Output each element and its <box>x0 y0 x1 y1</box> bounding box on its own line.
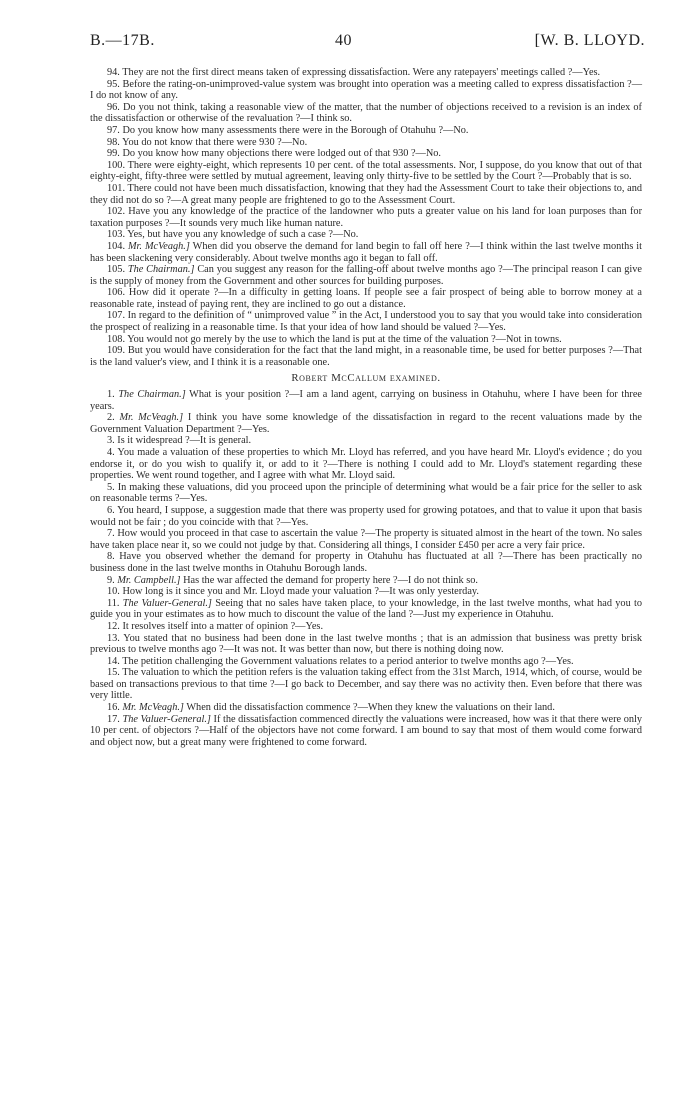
question-answer-paragraph <box>90 241 642 264</box>
question-number: 16. <box>107 702 120 714</box>
question-answer-paragraph <box>90 79 642 102</box>
question-answer-paragraph <box>90 482 642 505</box>
paragraph-text: Seeing that no sales have taken place, to your knowledge, in the last twelve months, what had you to guide you in your estimates as to how much to discount the value of the land ?—Just my experience in Otahuhu. <box>90 597 643 621</box>
question-answer-paragraph <box>90 551 642 574</box>
paragraph-text: 102. Have you any knowledge of the practice of the landowner who puts a greater value on his land for loan purposes than for taxation purposes ?—It sounds very much like human nature. <box>90 206 642 229</box>
evidence-section-1 <box>90 67 642 368</box>
speaker-name: Mr. McVeagh.] <box>127 240 190 252</box>
paragraph-text: 108. You would not go merely by the use to which the land is put at the time of the valuation ?—Not in towns. <box>107 333 562 345</box>
question-answer-paragraph <box>90 389 642 412</box>
witness-heading: Robert McCallum examined. <box>291 372 441 385</box>
question-number: 17. <box>107 713 120 725</box>
paragraph-text: When did the dissatisfaction commence ?—When they knew the valuations on their land. <box>186 702 555 714</box>
speaker-name: The Chairman.] <box>118 389 186 401</box>
question-answer-paragraph <box>90 148 642 160</box>
paragraph-text: 10. How long is it since you and Mr. Lloyd made your valuation ?—It was only yesterday. <box>107 586 479 598</box>
paragraph-text: If the dissatisfaction commenced directly the valuations were increased, how was it that there were only 10 per cent. of objectors ?—Half of the objectors have not come forward. I am bound to say that most of them would come forward and object now, but a great many were frightened to come forward. <box>90 713 643 748</box>
speaker-name: The Valuer-General.] <box>122 713 211 725</box>
question-answer-paragraph <box>90 586 642 598</box>
question-number: 2. <box>107 412 115 424</box>
paragraph-text: 107. In regard to the definition of “ unimproved value ” in the Act, I understood you to say that you would take into consideration the prospect of realizing in a reasonable time. Is that your idea of how land should be valued ?—Yes. <box>90 310 642 334</box>
paragraph-text: 3. Is it widespread ?—It is general. <box>107 435 252 447</box>
evidence-section-2 <box>90 389 642 748</box>
paragraph-text: 94. They are not the first direct means taken of expressing dissatisfaction. Were any ratepayers' meetings called ?—Yes. <box>107 67 601 78</box>
paragraph-text: 100. There were eighty-eight, which represents 10 per cent. of the total assessments. Nor, I suppose, do you know that out of that eighty-eight, fifty-three were settled by mutual agreement, leaving only thirty-five to be settled by the Court ?—Probably that is so. <box>90 159 642 183</box>
paragraph-text: 15. The valuation to which the petition refers is the valuation taking effect from the 31st March, 1914, which, of course, would be based on transactions previous to that time ?—I go back to December, and say there was no activity then. Even before that there was very little. <box>90 667 642 702</box>
body-text <box>90 67 642 748</box>
question-number: 105. <box>107 264 126 276</box>
question-answer-paragraph <box>90 714 642 749</box>
question-answer-paragraph <box>90 505 642 528</box>
paragraph-text: 103. Yes, but have you any knowledge of such a case ?—No. <box>107 229 359 241</box>
speaker-name: Mr. McVeagh.] <box>119 412 184 424</box>
paragraph-text: When did you observe the demand for land begin to fall off here ?—I think within the last twelve months it has been slackening very considerably. About twelve months ago it began to fall off. <box>90 240 642 264</box>
question-number: 104. <box>107 240 126 252</box>
paragraph-text: I think you have some knowledge of the dissatisfaction in regard to the recent valuations made by the Government Valuation Department ?—Yes. <box>90 412 643 435</box>
question-answer-paragraph <box>90 412 642 435</box>
speaker-name: The Chairman.] <box>127 264 195 276</box>
question-answer-paragraph <box>90 102 642 125</box>
question-answer-paragraph <box>90 702 642 714</box>
header-reference: B.—17B. <box>90 32 155 49</box>
question-answer-paragraph <box>90 447 642 482</box>
speaker-name: Mr. Campbell.] <box>117 574 181 586</box>
paragraph-text: 13. You stated that no business had been done in the last twelve months ; that is an admission that business was pretty brisk previous to twelve months ago ?—It was not. It was better than now, but there is nothing doing now. <box>90 632 642 656</box>
speaker-name: The Valuer-General.] <box>122 597 212 609</box>
question-answer-paragraph <box>90 264 642 287</box>
paragraph-text: 95. Before the rating-on-unimproved-value system was brought into operation was a meeting called to express dissatisfaction ?—I do not know of any. <box>90 78 642 102</box>
question-answer-paragraph <box>90 633 642 656</box>
paragraph-text: Has the war affected the demand for property here ?—I do not think so. <box>183 574 478 586</box>
question-number: 9. <box>107 574 115 586</box>
paragraph-text: 96. Do you not think, taking a reasonable view of the matter, that the number of objections received to a revision is an index of the dissatisfaction or otherwise of the revaluation ?—I think so. <box>90 101 642 125</box>
question-answer-paragraph <box>90 160 642 183</box>
paragraph-text: What is your position ?—I am a land agent, carrying on business in Otahuhu, where I have been for three years. <box>90 389 642 412</box>
question-answer-paragraph <box>90 621 642 633</box>
question-answer-paragraph <box>90 137 642 149</box>
question-answer-paragraph <box>90 575 642 587</box>
paragraph-text: 101. There could not have been much dissatisfaction, knowing that they had the Assessment Court to take their objections to, and they did not do so ?—A great many people are frightened to go to the Assessment Court. <box>90 182 642 206</box>
question-answer-paragraph <box>90 528 642 551</box>
paragraph-text: 6. You heard, I suppose, a suggestion made that there was property used for growing potatoes, and that to value it upon that basis would not be fair ; do you coincide with that ?—Yes. <box>90 504 642 528</box>
paragraph-text: 97. Do you know how many assessments there were in the Borough of Otahuhu ?—No. <box>107 124 469 136</box>
paragraph-text: 12. It resolves itself into a matter of opinion ?—Yes. <box>107 620 324 632</box>
question-answer-paragraph <box>90 345 642 368</box>
speaker-name: Mr. McVeagh.] <box>122 702 184 714</box>
question-answer-paragraph <box>90 435 642 447</box>
question-answer-paragraph <box>90 656 642 668</box>
question-answer-paragraph <box>90 183 642 206</box>
question-answer-paragraph <box>90 310 642 333</box>
question-answer-paragraph <box>90 206 642 229</box>
question-answer-paragraph <box>90 598 642 621</box>
question-answer-paragraph <box>90 334 642 346</box>
paragraph-text: 4. You made a valuation of these properties to which Mr. Lloyd has referred, and you have heard Mr. Lloyd's evidence ; do you endorse it, or do you wish to qualify it, or add to it ?—There is nothing I could add to Mr. Lloyd's statement regarding these properties. We went round together, and I agree with what Mr. Lloyd said. <box>90 447 642 482</box>
paragraph-text: 106. How did it operate ?—In a difficulty in getting loans. If people see a fair prospect of being able to borrow money at a reasonable rate, instead of paying rent, they are inclined to go out a distance. <box>90 287 642 310</box>
question-answer-paragraph <box>90 287 642 310</box>
paragraph-text: 8. Have you observed whether the demand for property in Otahuhu has fluctuated at all ?—There has been practically no business done in the last twelve months in Otahuhu Borough lands. <box>90 551 642 574</box>
question-number: 1. <box>107 389 115 401</box>
question-answer-paragraph <box>90 67 642 79</box>
question-answer-paragraph <box>90 229 642 241</box>
paragraph-text: 98. You do not know that there were 930 ?—No. <box>107 136 308 148</box>
question-answer-paragraph <box>90 125 642 137</box>
paragraph-text: 7. How would you proceed in that case to ascertain the value ?—The property is situated almost in the heart of the town. No sales have taken place near it, so we could not judge by that. Considering all things, I consider £450 per acre a very fair price. <box>90 528 642 551</box>
paragraph-text: Can you suggest any reason for the falling-off about twelve months ago ?—The principal reason I can give is the supply of money from the Government and other sources for building purposes. <box>90 264 642 287</box>
header-witness: [W. B. LLOYD. <box>534 32 645 49</box>
paragraph-text: 99. Do you know how many objections there were lodged out of that 930 ?—No. <box>107 148 442 160</box>
question-number: 11. <box>107 597 120 609</box>
paragraph-text: 5. In making these valuations, did you proceed upon the principle of determining what would be a fair price for the seller to ask on reasonable terms ?—Yes. <box>90 481 642 505</box>
paragraph-text: 109. But you would have consideration for the fact that the land might, in a reasonable time, be used for better purposes ?—That is the land valuer's view, and I think it is a reasonable one. <box>90 345 642 368</box>
page-number: 40 <box>335 32 352 49</box>
paragraph-text: 14. The petition challenging the Government valuations relates to a period anterior to twelve months ago ?—Yes. <box>107 655 574 667</box>
question-answer-paragraph <box>90 667 642 702</box>
